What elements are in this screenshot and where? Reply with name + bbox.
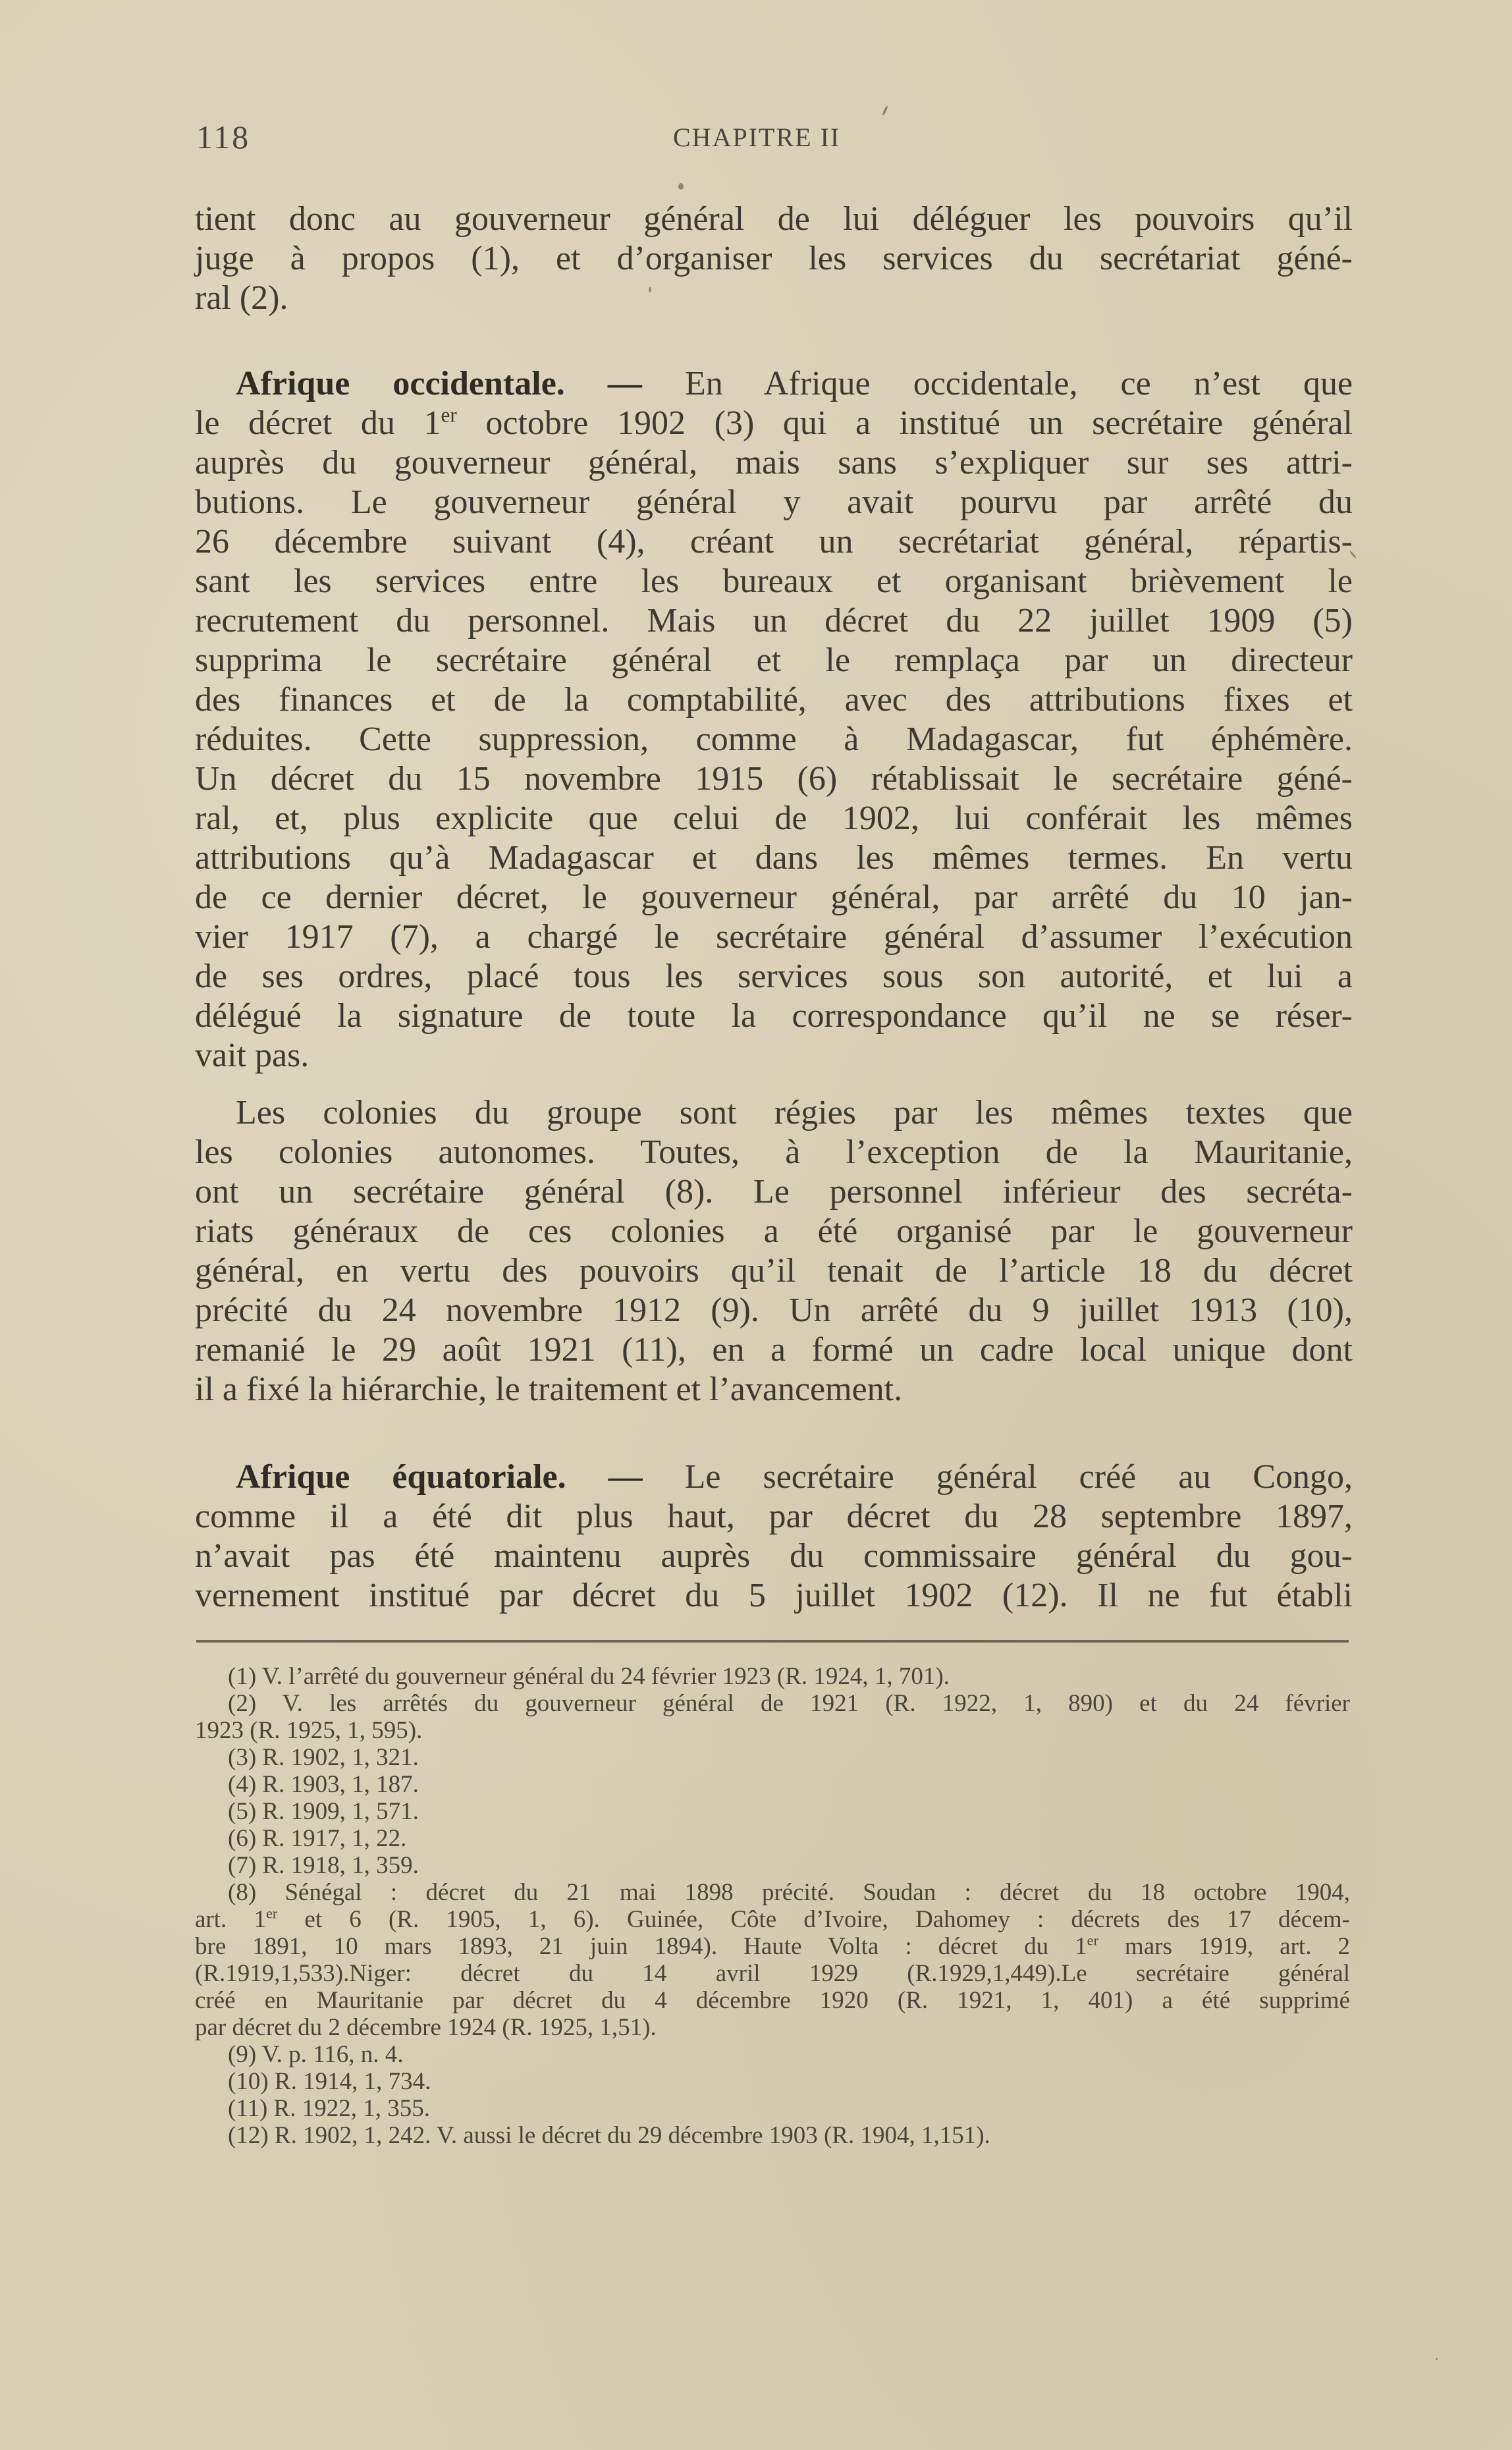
text-line [195, 404, 1353, 443]
text-line: 26 décembre suivant (4), créant un secrétariat général, répartis- [195, 523, 1353, 560]
footnote-8-continuation: créé en Mauritanie par décret du 4 décembre 1920 (R. 1921, 1, 401) a été supprimé [195, 1987, 1350, 2014]
text-span: bre 1891, 10 mars 1893, 21 juin 1894). Haute Volta : décret du 1 [195, 1933, 1087, 1960]
section-first-line [236, 364, 1353, 404]
text-line: vier 1917 (7), a chargé le secrétaire général d’assumer l’exécution [195, 918, 1353, 956]
footnote-8-continuation: (R.1919,1,533).Niger: décret du 14 avril 1929 (R.1929,1,449).Le secrétaire général [195, 1960, 1350, 1987]
page-number: 118 [196, 119, 251, 155]
text-line: de ce dernier décret, le gouverneur général, par arrêté du 10 jan- [195, 879, 1353, 916]
text-line: de ses ordres, placé tous les services sous son autorité, et lui a [195, 958, 1353, 995]
text-span: art. 1 [195, 1906, 266, 1933]
paper-speck [882, 105, 888, 116]
footnote-6: (6) R. 1917, 1, 22. [228, 1825, 407, 1852]
text-line: tient donc au gouverneur général de lui déléguer les pouvoirs qu’il [195, 200, 1353, 238]
section-heading-afrique-equatoriale: Afrique équatoriale. — [236, 1458, 643, 1496]
text-line: supprima le secrétaire général et le remplaça par un directeur [195, 641, 1353, 679]
text-line: n’avait pas été maintenu auprès du commissaire général du gou- [195, 1537, 1353, 1575]
text-line: ral, et, plus explicite que celui de 1902, lui conférait les mêmes [195, 800, 1353, 837]
footnote-1: (1) V. l’arrêté du gouverneur général du 24 février 1923 (R. 1924, 1, 701). [228, 1663, 950, 1690]
paper-speck [678, 183, 684, 190]
text-line: juge à propos (1), et d’organiser les services du secrétariat géné- [195, 240, 1353, 277]
footnote-3: (3) R. 1902, 1, 321. [228, 1744, 419, 1771]
footnote-5: (5) R. 1909, 1, 571. [228, 1798, 419, 1825]
footnote-11: (11) R. 1922, 1, 355. [228, 2095, 430, 2122]
text-span: En Afrique occidentale, ce n’est que [684, 365, 1353, 402]
chapter-title: CHAPITRE II [673, 122, 841, 152]
footnote-2: (2) V. les arrêtés du gouverneur général de 1921 (R. 1922, 1, 890) et du 24 février [228, 1690, 1350, 1717]
footnote-separator-rule [196, 1640, 1349, 1643]
footnote-4: (4) R. 1903, 1, 187. [228, 1771, 419, 1798]
running-head [196, 117, 1350, 157]
superscript: er [265, 1905, 278, 1922]
text-line: comme il a été dit plus haut, par décret du 28 septembre 1897, [195, 1498, 1353, 1535]
section-first-line [236, 1457, 1353, 1497]
text-span: et 6 (R. 1905, 1, 6). Guinée, Côte d’Ivoire, Dahomey : décrets des 17 décem- [277, 1906, 1350, 1933]
footnote-8: (8) Sénégal : décret du 21 mai 1898 précité. Soudan : décret du 18 octobre 1904, [228, 1879, 1350, 1906]
text-line: précité du 24 novembre 1912 (9). Un arrêté du 9 juillet 1913 (10), [195, 1292, 1353, 1329]
text-line: Les colonies du groupe sont régies par les mêmes textes que [236, 1094, 1353, 1131]
text-line: attributions qu’à Madagascar et dans les mêmes termes. En vertu [195, 839, 1353, 877]
text-line: auprès du gouverneur général, mais sans s’expliquer sur ses attri- [195, 444, 1353, 481]
footnote-9: (9) V. p. 116, n. 4. [228, 2041, 404, 2068]
footnote-8-continuation [195, 1933, 1350, 1960]
text-span: mars 1919, art. 2 [1098, 1933, 1350, 1960]
text-line: butions. Le gouverneur général y avait pourvu par arrêté du [195, 483, 1353, 521]
text-line: ral (2). [195, 279, 288, 317]
text-line: réduites. Cette suppression, comme à Madagascar, fut éphémère. [195, 721, 1353, 758]
footnote-10: (10) R. 1914, 1, 734. [228, 2068, 431, 2095]
text-line: sant les services entre les bureaux et organisant brièvement le [195, 562, 1353, 600]
text-line: délégué la signature de toute la correspondance qu’il ne se réser- [195, 997, 1353, 1035]
text-line: Un décret du 15 novembre 1915 (6) rétablissait le secrétaire géné- [195, 760, 1353, 798]
text-line: recrutement du personnel. Mais un décret du 22 juillet 1909 (5) [195, 602, 1353, 640]
text-line: remanié le 29 août 1921 (11), en a formé un cadre local unique dont [195, 1331, 1353, 1369]
section-heading-afrique-occidentale: Afrique occidentale. — [236, 365, 642, 402]
text-line: riats généraux de ces colonies a été organisé par le gouverneur [195, 1212, 1353, 1250]
text-span: Le secrétaire général créé au Congo, [684, 1458, 1353, 1496]
paper-speck [649, 287, 651, 292]
text-line: vernement institué par décret du 5 juillet 1902 (12). Il ne fut établi [195, 1577, 1353, 1614]
footnote-2-continuation: 1923 (R. 1925, 1, 595). [195, 1717, 423, 1744]
text-line: les colonies autonomes. Toutes, à l’exception de la Mauritanie, [195, 1133, 1353, 1171]
text-line: vait pas. [195, 1037, 310, 1074]
footnote-12: (12) R. 1902, 1, 242. V. aussi le décret du 29 décembre 1903 (R. 1904, 1,151). [228, 2122, 990, 2149]
footnote-8-continuation: par décret du 2 décembre 1924 (R. 1925, 1,51). [195, 2014, 657, 2041]
superscript: er [441, 403, 457, 427]
footnote-8-continuation [195, 1906, 1350, 1933]
text-line: des finances et de la comptabilité, avec des attributions fixes et [195, 681, 1353, 719]
text-line: il a fixé la hiérarchie, le traitement et l’avancement. [195, 1371, 903, 1408]
text-line: ont un secrétaire général (8). Le personnel inférieur des secréta- [195, 1173, 1353, 1211]
footnote-7: (7) R. 1918, 1, 359. [228, 1852, 419, 1879]
text-span: octobre 1902 (3) qui a institué un secrétaire général [456, 404, 1353, 442]
superscript: er [1087, 1932, 1098, 1949]
text-line: général, en vertu des pouvoirs qu’il tenait de l’article 18 du décret [195, 1252, 1353, 1290]
text-span: le décret du 1 [195, 404, 441, 442]
paper-speck [1436, 2358, 1438, 2360]
